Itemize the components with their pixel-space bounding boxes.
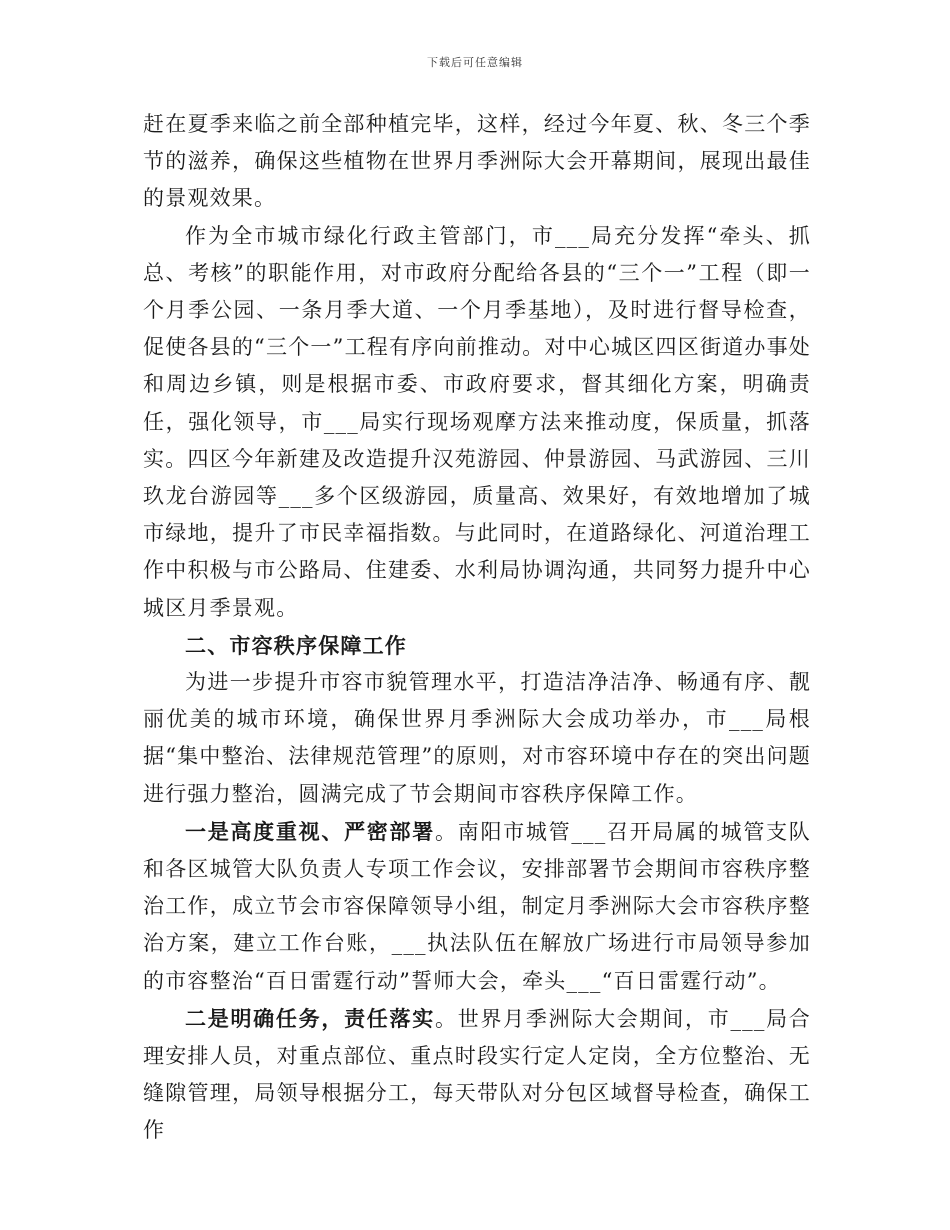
paragraph-point-one: [143, 813, 811, 1000]
point-two-text: 。世界月季洲际大会期间，市___局合理安排人员，对重点部位、重点时段实行定人定岗，全方位整治、无缝隙管理，局领导根据分工，每天带队对分包区域督导检查，确保工作: [143, 1006, 811, 1143]
point-one-lead: 一是高度重视、严密部署: [185, 818, 435, 844]
paragraph-greening-supervision: 作为全市城市绿化行政主管部门，市___局充分发挥“牵头、抓总、考核”的职能作用，对市政府分配给各县的“三个一”工程（即一个月季公园、一条月季大道、一个月季基地），及时进行督导检查，促使各县的“三个一”工程有序向前推动。对中心城区四区街道办事处和周边乡镇，则是根据市委、市政府要求，督其细化方案，明确责任，强化领导，市___局实行现场观摩方法来推动度，保质量，抓落实。四区今年新建及改造提升汉苑游园、仲景游园、马武游园、三川玖龙台游园等___多个区级游园，质量高、效果好，有效地增加了城市绿地，提升了市民幸福指数。与此同时，在道路绿化、河道治理工作中积极与市公路局、住建委、水利局协调沟通，共同努力提升中心城区月季景观。: [143, 223, 811, 620]
section-heading-city-order: 二、市容秩序保障工作: [185, 632, 407, 658]
point-one-text: 。南阳市城管___召开局属的城管支队和各区城管大队负责人专项工作会议，安排部署节会期间市容秩序整治工作，成立节会市容保障领导小组，制定月季洲际大会市容秩序整治方案，建立工作台账，___执法队伍在解放广场进行市局领导参加的市容整治“百日雷霆行动”誓师大会，牵头___“百日雷霆行动”。: [143, 819, 811, 993]
point-two-lead: 二是明确任务，责任落实: [185, 1005, 435, 1031]
paragraph-city-order-intro: 为进一步提升市容市貌管理水平，打造洁净洁净、畅通有序、靓丽优美的城市环境，确保世界月季洲际大会成功举办，市___局根据“集中整治、法律规范管理”的原则，对市容环境中存在的突出问题进行强力整治，圆满完成了节会期间市容秩序保障工作。: [143, 670, 811, 806]
paragraph-continuation: 赶在夏季来临之前全部种植完毕，这样，经过今年夏、秋、冬三个季节的滋养，确保这些植物在世界月季洲际大会开幕期间，展现出最佳的景观效果。: [143, 112, 811, 211]
paragraph-point-two: [143, 1000, 811, 1150]
page-header: 下载后可任意编辑: [427, 56, 523, 69]
document-body: [143, 106, 811, 1150]
